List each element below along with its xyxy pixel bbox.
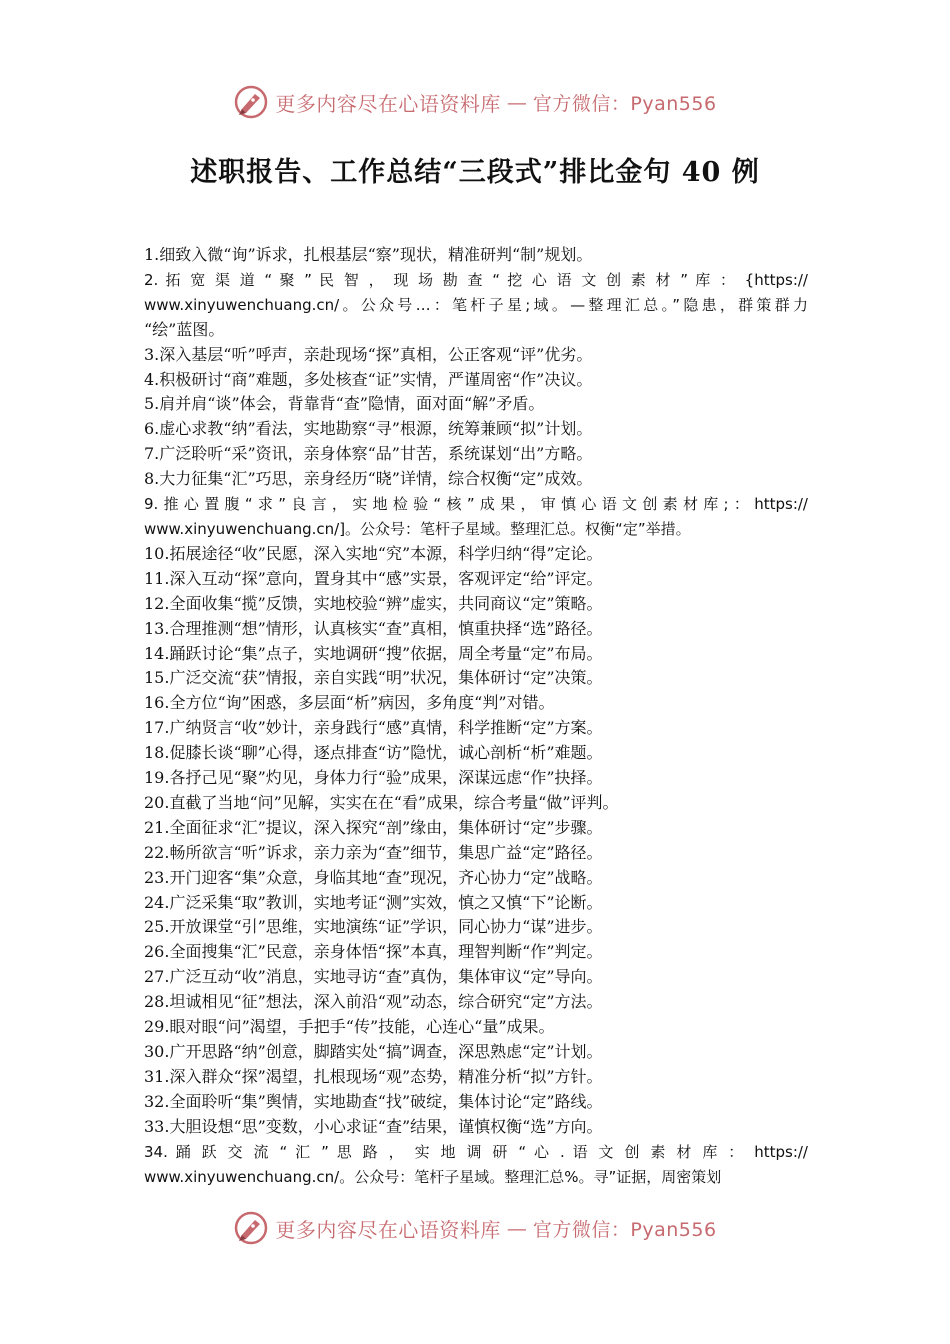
text-line: 27.广泛互动“收”消息，实地寻访“查”真伪，集体审议“定”导向。: [144, 967, 603, 987]
banner-separator: —: [506, 1216, 527, 1240]
text-line: 25.开放课堂“引”思维，实地演练“证”学识，同心协力“谋”进步。: [144, 917, 603, 937]
text-line: 3.深入基层“听”呼声，亲赴现场“探”真相，公正客观“评”优劣。: [144, 344, 593, 364]
text-line: 16.全方位“询”困惑，多层面“析”病因，多角度“判”对错。: [144, 693, 555, 713]
text-line: 12.全面收集“揽”反馈，实地校验“辨”虚实，共同商议“定”策略。: [144, 593, 603, 613]
text-line: 14.踊跃讨论“集”点子，实地调研“搜”依据，周全考量“定”布局。: [144, 643, 603, 663]
text-line: 15.广泛交流“获”情报，亲自实践“明”状况，集体研讨“定”决策。: [144, 668, 603, 688]
text-line: 10.拓展途径“收”民愿，深入实地“究”本源，科学归纳“得”定论。: [144, 543, 603, 563]
text-line: 23.开门迎客“集”众意，身临其地“查”现况，齐心协力“定”战略。: [144, 867, 603, 887]
text-line: 18.促膝长谈“聊”心得，逐点排查“访”隐忧，诚心剖析“析”难题。: [144, 743, 603, 763]
text-line: 34. 踊 跃 交 流 “ 汇 ” 思 路 ， 实 地 调 研 “ 心 . 语 文 创 素 材 库 ： https://: [144, 1142, 808, 1161]
text-line: www.xinyuwenchuang.cn/]。公众号：笔杆子星域。整理汇总。权衡“定”举措。: [144, 519, 691, 538]
text-line: 24.广泛采集“取”教训，实地考证“测”实效，慎之又慎“下”论断。: [144, 892, 603, 912]
banner-wechat: 官方微信：Pyan556: [532, 92, 717, 115]
banner-text: 更多内容尽在心语资料库: [275, 91, 501, 116]
pen-nib-logo-icon: [233, 84, 269, 120]
text-line: 7.广泛聆听“采”资讯，亲身体察“品”甘苦，系统谋划“出”方略。: [144, 444, 593, 464]
header-banner: [0, 84, 950, 120]
page-title: 述职报告、工作总结“三段式”排比金句 40 例: [190, 157, 760, 188]
document-body: [144, 243, 808, 1189]
text-line: 32.全面聆听“集”舆情，实地勘查“找”破绽，集体讨论“定”路线。: [144, 1091, 603, 1111]
text-line: 2. 拓 宽 渠 道 “ 聚 ” 民 智 ， 现 场 勘 查 “ 挖 心 语 文 创 素 材 ” 库 ： {https://: [144, 270, 808, 289]
banner-separator: —: [506, 90, 527, 114]
text-line: 28.坦诚相见“征”想法，深入前沿“观”动态，综合研究“定”方法。: [144, 992, 603, 1012]
text-line: 6.虚心求教“纳”看法，实地勘察“寻”根源，统筹兼顾“拟”计划。: [144, 419, 593, 439]
banner-wechat: 官方微信：Pyan556: [532, 1218, 717, 1241]
text-line: 17.广纳贤言“收”妙计，亲身践行“感”真情，科学推断“定”方案。: [144, 718, 603, 738]
text-line: 19.各抒己见“聚”灼见，身体力行“验”成果，深谋远虑“作”抉择。: [144, 768, 603, 788]
text-line: 31.深入群众“探”渴望，扎根现场“观”态势，精准分析“拟”方针。: [144, 1066, 603, 1086]
text-line: 29.眼对眼“问”渴望，手把手“传”技能，心连心“量”成果。: [144, 1017, 555, 1037]
text-line: 33.大胆设想“思”变数，小心求证“查”结果，谨慎权衡“选”方向。: [144, 1116, 603, 1136]
text-line: 9.推心置腹“求”良言，实地检验“核”成果，审慎心语文创素材库;：https://: [144, 495, 808, 514]
text-line: 1.细致入微“询”诉求，扎根基层“察”现状，精准研判“制”规划。: [144, 245, 593, 264]
text-line: 11.深入互动“探”意向，置身其中“感”实景，客观评定“给”评定。: [144, 568, 603, 588]
text-line: www.xinyuwenchuang.cn/。公众号…：笔杆子星;域。—整理汇总。”隐患，群策群力: [144, 295, 808, 314]
text-line: 8.大力征集“汇”巧思，亲身经历“晓”详情，综合权衡“定”成效。: [144, 469, 593, 489]
text-line: 21.全面征求“汇”提议，深入探究“剖”缘由，集体研讨“定”步骤。: [144, 817, 603, 837]
text-line: 22.畅所欲言“听”诉求，亲力亲为“查”细节，集思广益“定”路径。: [144, 842, 603, 862]
text-line: www.xinyuwenchuang.cn/。公众号：笔杆子星域。整理汇总%。寻”证据，周密策划: [144, 1167, 722, 1186]
text-line: “绘”蓝图。: [144, 319, 225, 339]
text-line: 13.合理推测“想”情形，认真核实“查”真相，慎重抉择“选”路径。: [144, 618, 603, 638]
banner-text: 更多内容尽在心语资料库: [275, 1217, 501, 1242]
text-line: 5.肩并肩“谈”体会，背靠背“查”隐情，面对面“解”矛盾。: [144, 394, 545, 414]
text-line: 20.直截了当地“问”见解，实实在在“看”成果，综合考量“做”评判。: [144, 792, 619, 812]
pen-nib-logo-icon: [233, 1210, 269, 1246]
text-line: 4.积极研讨“商”难题，多处核查“证”实情，严谨周密“作”决议。: [144, 369, 593, 389]
text-line: 26.全面搜集“汇”民意，亲身体悟“探”本真，理智判断“作”判定。: [144, 942, 603, 962]
footer-banner: [0, 1210, 950, 1246]
text-line: 30.广开思路“纳”创意，脚踏实处“搞”调查，深思熟虑“定”计划。: [144, 1042, 603, 1061]
